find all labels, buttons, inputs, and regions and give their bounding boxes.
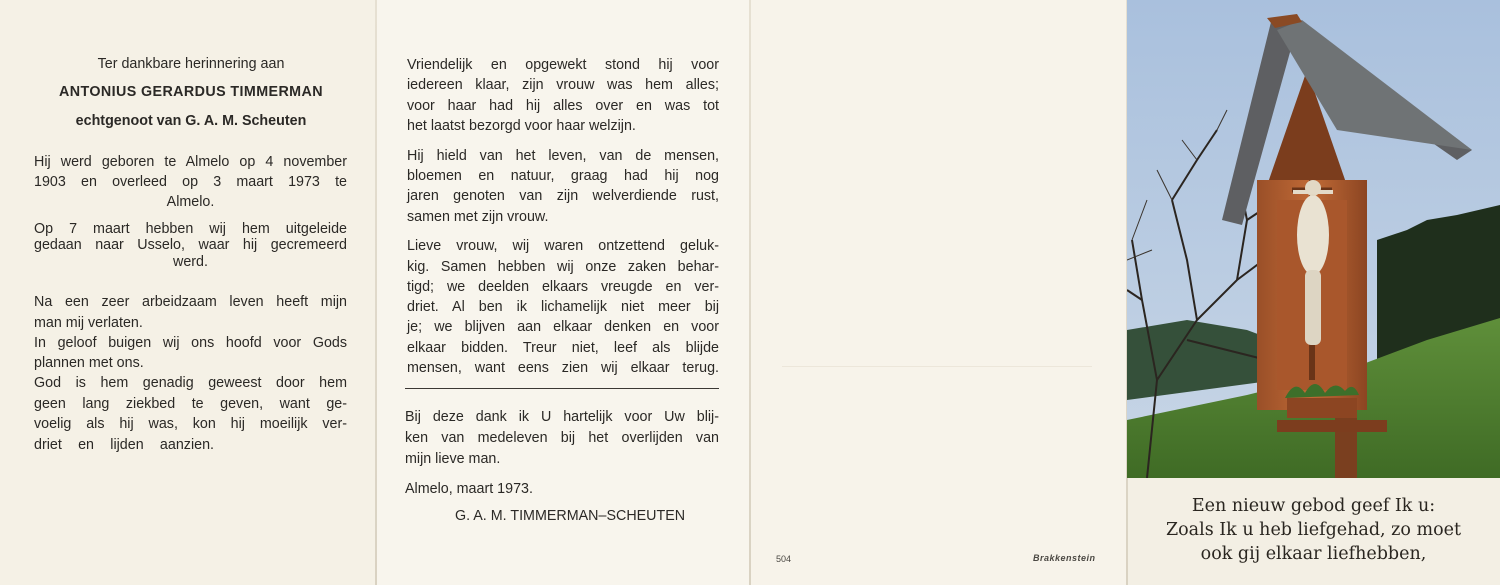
funeral-line: werd. bbox=[173, 254, 208, 270]
para3-line: elkaar bidden. Treur niet, leef als blijde bbox=[407, 340, 719, 356]
para3-line: mensen, want eens zien wij elkaar terug. bbox=[407, 360, 719, 376]
body-line: man mij verlaten. bbox=[34, 315, 143, 331]
para2-line: jaren genoten van zijn welverdiende rust, bbox=[407, 188, 719, 204]
para1-line: het laatst bezorgd voor haar welzijn. bbox=[407, 118, 636, 134]
separator-line bbox=[405, 388, 719, 389]
para2-line: bloemen en natuur, graag had hij nog bbox=[407, 168, 719, 184]
para3-line: tigd; we deelden elkaars vreugde en ver- bbox=[407, 279, 719, 295]
fold-line bbox=[375, 0, 377, 585]
body-line: voelig als hij was, kon hij moeilijk ver- bbox=[34, 416, 347, 432]
panel-back bbox=[750, 0, 1127, 585]
body-line: God is hem genadig geweest door hem bbox=[34, 375, 347, 391]
deceased-name: ANTONIUS GERARDUS TIMMERMAN bbox=[59, 84, 323, 100]
fold-line bbox=[749, 0, 751, 585]
wayside-cross-photo bbox=[1127, 0, 1500, 478]
para1-line: Vriendelijk en opgewekt stond hij voor bbox=[407, 57, 719, 73]
intro-line: Ter dankbare herinnering aan bbox=[97, 56, 285, 72]
body-line: driet en lijden aanzien. bbox=[34, 437, 214, 453]
birth-line: Hij werd geboren te Almelo op 4 november bbox=[34, 154, 347, 170]
birth-line: Almelo. bbox=[166, 194, 215, 210]
thanks-line: Bij deze dank ik U hartelijk voor Uw blij- bbox=[405, 409, 719, 425]
verse-line: Zoals Ik u heb liefgehad, zo moet bbox=[1165, 520, 1462, 540]
place-date: Almelo, maart 1973. bbox=[405, 481, 533, 497]
para3-line: Lieve vrouw, wij waren ontzettend geluk- bbox=[407, 238, 719, 254]
para1-line: voor haar had hij alles over en was tot bbox=[407, 98, 719, 114]
spouse-line: echtgenoot van G. A. M. Scheuten bbox=[75, 113, 307, 129]
funeral-line: Op 7 maart hebben wij hem uitgeleide bbox=[34, 221, 347, 237]
para2-line: Hij hield van het leven, van de mensen, bbox=[407, 148, 719, 164]
para2-line: samen met zijn vrouw. bbox=[407, 209, 549, 225]
body-line: In geloof buigen wij ons hoofd voor Gods bbox=[34, 335, 347, 351]
signature: G. A. M. TIMMERMAN–SCHEUTEN bbox=[455, 508, 686, 524]
para1-line: iedereen klaar, zijn vrouw was hem alles; bbox=[407, 77, 719, 93]
funeral-line: gedaan naar Usselo, waar hij gecremeerd bbox=[34, 237, 347, 253]
print-number: 504 bbox=[776, 554, 792, 564]
publisher-mark: Brakkenstein bbox=[1033, 553, 1096, 563]
thanks-line: ken van medeleven bij het overlijden van bbox=[405, 430, 719, 446]
verse-line: Een nieuw gebod geef Ik u: bbox=[1191, 496, 1436, 516]
body-line: plannen met ons. bbox=[34, 355, 144, 371]
body-line: Na een zeer arbeidzaam leven heeft mijn bbox=[34, 294, 347, 310]
show-through-rule bbox=[782, 366, 1092, 367]
verse-line: ook gij elkaar liefhebben, bbox=[1200, 544, 1427, 564]
para3-line: driet. Al ben ik lichamelijk niet meer bij bbox=[407, 299, 719, 315]
birth-line: 1903 en overleed op 3 maart 1973 te bbox=[34, 174, 347, 190]
para3-line: kig. Samen hebben wij onze zaken behar- bbox=[407, 259, 719, 275]
thanks-line: mijn lieve man. bbox=[405, 451, 501, 467]
body-line: geen lang ziekbed te geven, want ge- bbox=[34, 396, 347, 412]
para3-line: je; we blijven aan elkaar denken en voor bbox=[407, 319, 719, 335]
